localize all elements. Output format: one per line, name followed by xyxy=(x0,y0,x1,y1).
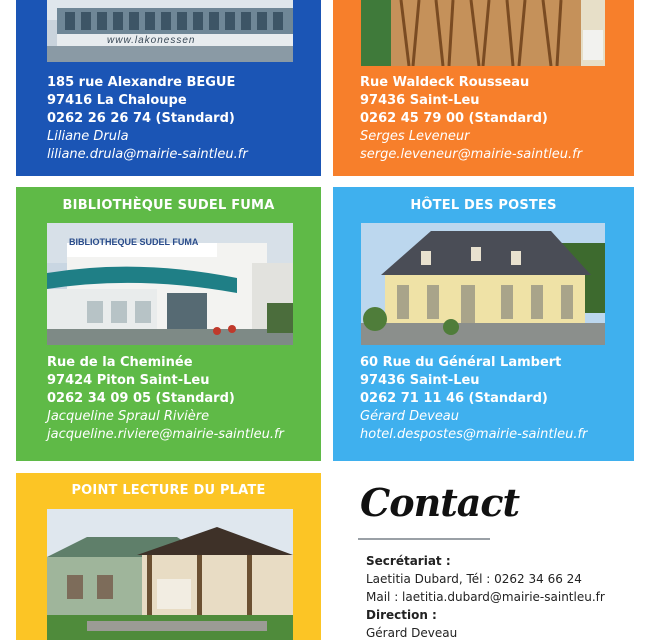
phone: 0262 45 79 00 (Standard) xyxy=(360,111,548,126)
city: 97436 Saint-Leu xyxy=(360,373,480,388)
address: 185 rue Alexandre BEGUE xyxy=(47,75,236,90)
building-photo xyxy=(361,223,605,345)
phone: 0262 71 11 46 (Standard) xyxy=(360,391,548,406)
contact-heading: Contact xyxy=(360,480,520,525)
address: Rue de la Cheminée xyxy=(47,355,193,370)
library-card-point-lecture-du-plate xyxy=(16,473,321,640)
secretariat-label: Secrétariat : xyxy=(366,554,451,568)
secretariat-mail[interactable]: Mail : laetitia.dubard@mairie-saintleu.fr xyxy=(366,590,605,604)
address: 60 Rue du Général Lambert xyxy=(360,355,562,370)
phone: 0262 34 09 05 (Standard) xyxy=(47,391,235,406)
building-sign: www.lakonessen xyxy=(107,35,196,46)
card-title: BIBLIOTHÈQUE SUDEL FUMA xyxy=(62,198,275,213)
phone: 0262 26 26 74 (Standard) xyxy=(47,111,235,126)
card-title: HÔTEL DES POSTES xyxy=(410,198,557,213)
contact-name: Liliane Drula xyxy=(47,129,129,144)
address: Rue Waldeck Rousseau xyxy=(360,75,530,90)
building-photo xyxy=(361,0,605,66)
library-card-saint-leu xyxy=(333,0,634,176)
contact-name: Serges Leveneur xyxy=(360,129,470,144)
building-sign: BIBLIOTHEQUE SUDEL FUMA xyxy=(69,237,199,247)
library-card-hotel-des-postes xyxy=(333,187,634,461)
contact-name: Jacqueline Spraul Rivière xyxy=(47,409,210,424)
building-photo xyxy=(47,0,293,62)
secretariat-line: Laetitia Dubard, Tél : 0262 34 66 24 xyxy=(366,572,582,586)
library-card-sudel-fuma xyxy=(16,187,321,461)
contact-divider xyxy=(358,538,490,540)
building-photo xyxy=(47,509,293,640)
city: 97416 La Chaloupe xyxy=(47,93,187,108)
direction-label: Direction : xyxy=(366,608,437,622)
email-link[interactable]: jacqueline.riviere@mairie-saintleu.fr xyxy=(47,427,284,442)
contact-details xyxy=(366,552,605,640)
city: 97424 Piton Saint-Leu xyxy=(47,373,210,388)
contact-name: Gérard Deveau xyxy=(360,409,460,424)
library-card-la-chaloupe xyxy=(16,0,321,176)
building-photo xyxy=(47,223,293,345)
email-link[interactable]: serge.leveneur@mairie-saintleu.fr xyxy=(360,147,583,162)
city: 97436 Saint-Leu xyxy=(360,93,480,108)
direction-name: Gérard Deveau xyxy=(366,626,458,640)
card-title: POINT LECTURE DU PLATE xyxy=(71,483,266,498)
email-link[interactable]: hotel.despostes@mairie-saintleu.fr xyxy=(360,427,588,442)
email-link[interactable]: liliane.drula@mairie-saintleu.fr xyxy=(47,147,248,162)
